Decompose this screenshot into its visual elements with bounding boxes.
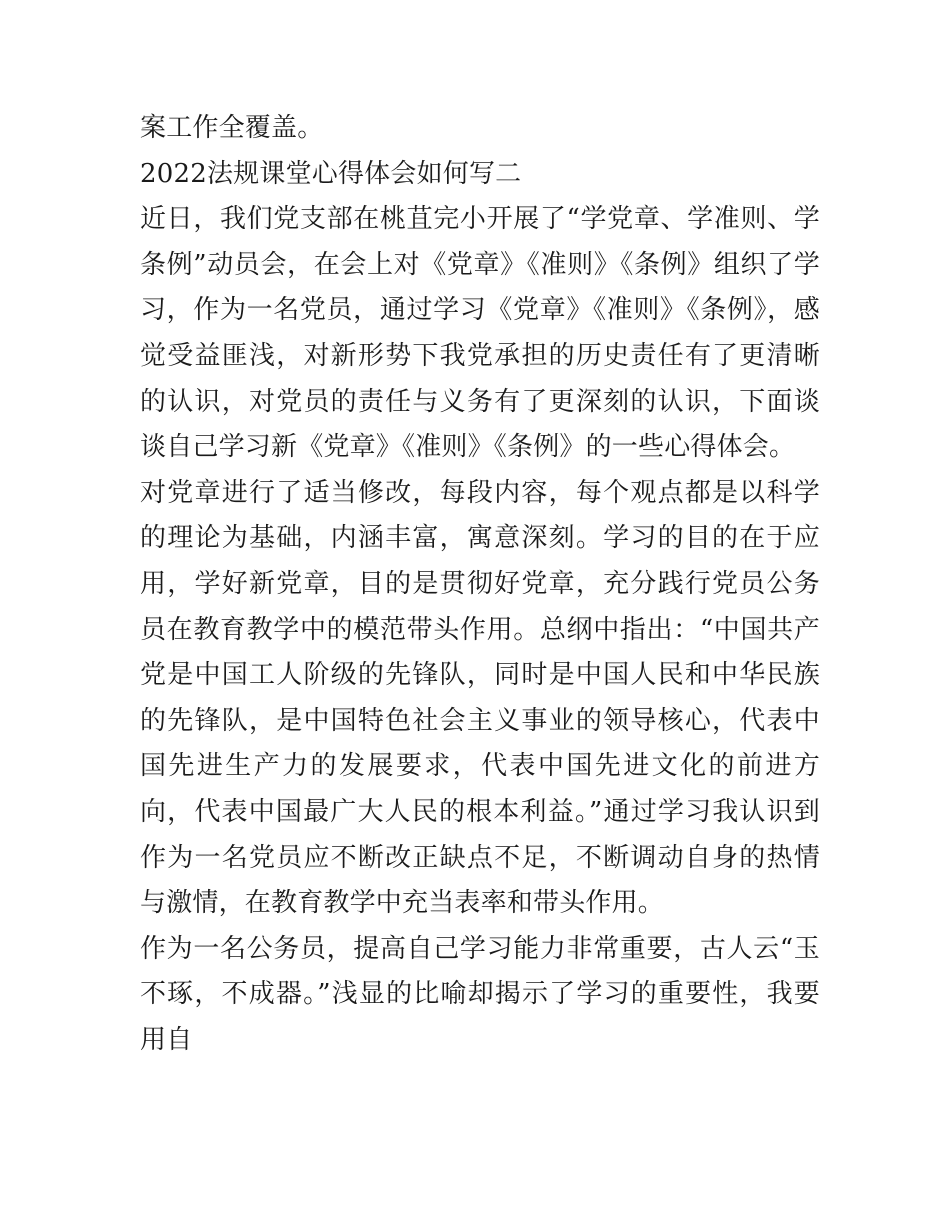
paragraph-intro: 近日，我们党支部在桃苴完小开展了“学党章、学准则、学条例”动员会，在会上对《党章》《准则》《条例》组织了学习，作为一名党员，通过学习《党章》《准则》《条例》，感觉受益匪浅，对新形势下我党承担的历史责任有了更清晰的认识，对党员的责任与义务有了更深刻的认识，下面谈谈自己学习新《党章》《准则》《条例》的一些心得体会。 xyxy=(140,204,820,463)
document-body xyxy=(140,106,820,1063)
paragraph-learning: 作为一名公务员，提高自己学习能力非常重要，古人云“玉不琢，不成器。”浅显的比喻却揭示了学习的重要性，我要用自 xyxy=(140,933,820,1055)
paragraph-party-constitution: 对党章进行了适当修改，每段内容，每个观点都是以科学的理论为基础，内涵丰富，寓意深刻。学习的目的在于应用，学好新党章，目的是贯彻好党章，充分践行党员公务员在教育教学中的模范带头作用。总纲中指出：“中国共产党是中国工人阶级的先锋队，同时是中国人民和中华民族的先锋队，是中国特色社会主义事业的领导核心，代表中国先进生产力的发展要求，代表中国先进文化的前进方向，代表中国最广大人民的根本利益。”通过学习我认识到作为一名党员应不断改正缺点不足，不断调动自身的热情与激情，在教育教学中充当表率和带头作用。 xyxy=(140,477,820,919)
paragraph-continuation: 案工作全覆盖。 xyxy=(140,113,324,143)
section-heading: 2022法规课堂心得体会如何写二 xyxy=(140,158,522,189)
